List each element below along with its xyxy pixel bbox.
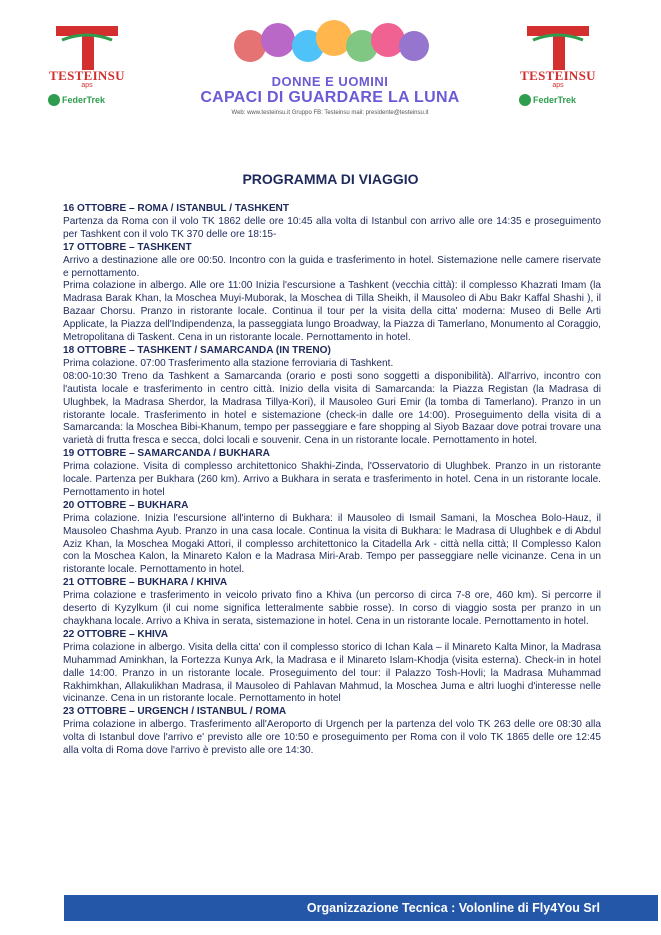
day-paragraph: Prima colazione in albergo. Visita della citta' con il complesso storico di Ichan Kala – il Minareto Kalta Minor, la Madrasa Muhammad Aminkhan, la Fortezza Kunya Ark, la Madrasa e il Minareto Islam-Khodja (visita esterna). Check-in in hotel dalle 14:00. Pranzo in un ristorante locale. Proseguimento del tour: il Palazzo Tosh-Hovli; la Madrasa Muhammad Rakhimkhan, Allakulikhan Madrasa, il Mausoleo di Pahlavan Mahmud, la Moschea Juma e altri luoghi d'interesse nelle vicinanze. Cena in un ristorante locale. Pernottamento in hotel — [63, 641, 601, 705]
brand-name: TESTEINSU — [49, 68, 125, 83]
day-section — [63, 706, 601, 758]
faces-illustration-icon — [220, 16, 440, 71]
banner-line-1: DONNE E UOMINI — [271, 74, 389, 89]
t-logo-icon — [523, 22, 593, 72]
brand-name: TESTEINSU — [520, 68, 596, 83]
federtrek-icon — [519, 94, 531, 106]
partner-name: FederTrek — [62, 95, 106, 105]
day-section — [63, 577, 601, 629]
day-section — [63, 203, 601, 242]
testeinsu-logo-left — [42, 20, 132, 110]
itinerary — [63, 203, 601, 758]
brand-suffix: aps — [552, 82, 564, 89]
day-paragraph: Prima colazione in albergo. Trasferimento all'Aeroporto di Urgench per la partenza del volo TK 263 delle ore 08:30 alla volta di Istanbul dove l'arrivo e' previsto alle ore 10:50 e proseguimento per Roma con il volo TK 1865 delle ore 12:45 alla volta di Roma dove l'arrivo è previsto alle ore 14:30. — [63, 719, 601, 757]
footer-bar — [64, 895, 658, 921]
day-section — [63, 345, 601, 448]
day-paragraph: Prima colazione. 07:00 Trasferimento alla stazione ferroviaria di Tashkent. — [63, 357, 394, 369]
day-paragraph: Arrivo a destinazione alle ore 00:50. Incontro con la guida e trasferimento in hotel. Sistemazione nelle camere riservate e pernottamento. — [63, 254, 601, 279]
day-paragraph: Prima colazione. Inizia l'escursione all'interno di Bukhara: il Mausoleo di Ismail Samani, la Moschea Bolo-Hauz, il Mausoleo Chashma Ayub. Pranzo in una casa locale. Continua la visita di Bukhara: le Madrasa di Ulughbek e di Abdul Aziz Khan, la Moschea Mogaki Attori, il complesso architettonico la Citadella Ark - città nella città; Il Complesso Kalon con la Moschea Kalon, la Minareto Kalon e la Madrasa Miri-Arab. Tempo per passeggiare nelle vicinanze. Cena in un ristorante locale. Pernottamento in hotel. — [63, 512, 601, 576]
federtrek-icon — [48, 94, 60, 106]
day-paragraph: Prima colazione e trasferimento in veicolo privato fino a Khiva (un percorso di circa 7-8 ore, 460 km). Si percorre il deserto di Kyzylkum (il cui nome significa letteralmente sabbie rosse). In corso di viaggio sosta per pranzo in un chaykhana locale. Arrivo a Khiva in serata, sistemazione in hotel. Cena in un ristorante locale. Pernottamento in hotel. — [63, 590, 601, 627]
page-title: PROGRAMMA DI VIAGGIO — [242, 171, 419, 187]
banner-contacts: Web: www.testeinsu.it Gruppo FB: Testeinsu mail: presidente@testeinsu.it — [231, 110, 429, 116]
day-heading: 22 OTTOBRE – KHIVA — [63, 628, 169, 640]
federtrek-logo — [48, 93, 128, 107]
day-section — [63, 500, 601, 577]
federtrek-logo — [519, 93, 599, 107]
day-heading: 21 OTTOBRE – BUKHARA / KHIVA — [63, 577, 228, 589]
day-section — [63, 448, 601, 500]
testeinsu-logo-right — [513, 20, 603, 110]
footer-organizer: Organizzazione Tecnica : Volonline di Fly4You Srl — [306, 901, 600, 915]
banner-logo — [170, 16, 490, 116]
day-paragraph: 08:00-10:30 Treno da Tashkent a Samarcanda (orario e posti sono soggetti a disponibilità). All'arrivo, incontro con l'autista locale e trasferimento in centro città. Inizio della visita di Samarcanda: la Piazza Registan (la Madrasa di Ulughbek, la Madrasa Sherdor, la Madrasa Tillya-Kori), il Mausoleo Guri Emir (la tomba di Tamerlano). Pranzo in un ristorante locale. Trasferimento in hotel e sistemazione (check-in dalle ore 14:00). Proseguimento della visita di a Samarcanda: la Moschea Bibi-Khanum, tempo per passeggiare e fare shopping al Siyob Bazaar dove potrai trovare una varietà di frutta fresca e secca, dolci locali e souvenir. Cena in un ristorante locale. Pernottamento in hotel. — [63, 370, 601, 447]
day-section — [63, 629, 601, 706]
day-heading: 20 OTTOBRE – BUKHARA — [63, 499, 189, 511]
day-paragraph: Prima colazione in albergo. Alle ore 11:00 Inizia l'escursione a Tashkent (vecchia città): il complesso Khazrati Imam (la Madrasa Barak Khan, la Moschea Muyi-Muborak, la Moschea di Tilla Sheikh, il Mausoleo di Abu Bakr Kaffal Shashi ), il Bazaar Chorsu. Pranzo in ristorante locale. Continua il tour per la visita della citta' moderna: Museo di Belle Arti Applicate, la Piazza dell'Indipendenza, la passeggiata lungo Broadway, la Piazza di Tamerlano, Monumento al Coraggio, Metropolitana di Taskent. Cena in un ristorante locale. Pernottamento in hotel. — [63, 280, 601, 344]
day-heading: 18 OTTOBRE – TASHKENT / SAMARCANDA (IN TRENO) — [63, 344, 331, 356]
day-paragraph: Prima colazione. Visita di complesso architettonico Shakhi-Zinda, l'Osservatorio di Ulughbek. Pranzo in un ristorante locale. Partenza per Bukhara (260 km). Arrivo a Bukhara in serata e trasferimento in hotel. Cena in un ristorante locale. Pernottamento in hotel — [63, 461, 601, 498]
day-heading: 16 OTTOBRE – ROMA / ISTANBUL / TASHKENT — [63, 203, 290, 214]
t-logo-icon — [52, 22, 122, 72]
day-heading: 19 OTTOBRE – SAMARCANDA / BUKHARA — [63, 448, 270, 460]
partner-name: FederTrek — [533, 95, 577, 105]
day-heading: 23 OTTOBRE – URGENCH / ISTANBUL / ROMA — [63, 706, 287, 718]
day-section — [63, 242, 601, 345]
brand-suffix: aps — [81, 82, 93, 89]
banner-line-2: CAPACI DI GUARDARE LA LUNA — [200, 89, 460, 106]
day-heading: 17 OTTOBRE – TASHKENT — [63, 241, 192, 253]
day-paragraph: Partenza da Roma con il volo TK 1862 delle ore 10:45 alla volta di Istanbul con arrivo alle ore 14:35 e proseguimento per Tashkent con il volo TK 370 delle ore 18:15- — [63, 215, 601, 240]
